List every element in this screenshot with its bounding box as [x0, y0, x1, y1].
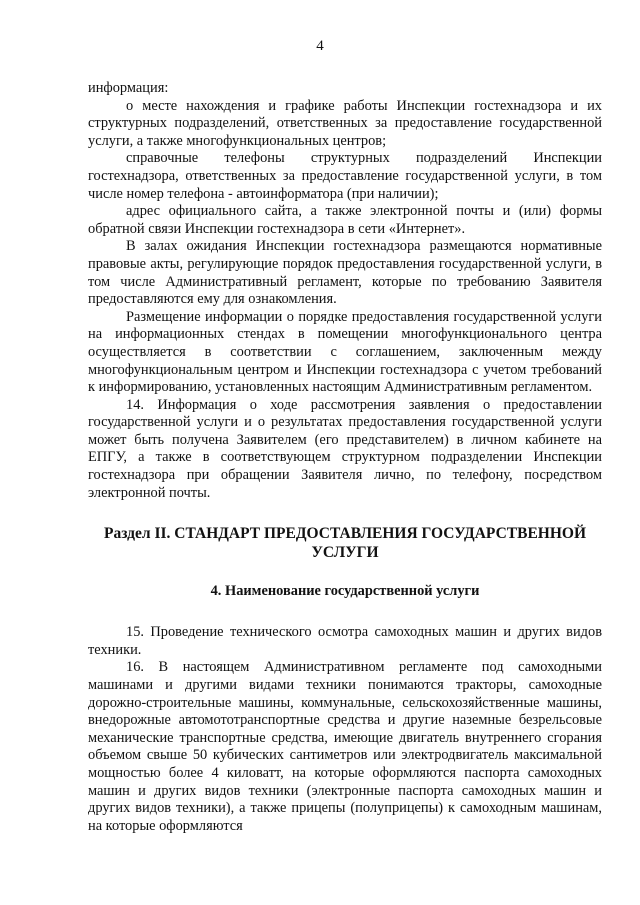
- document-body: [88, 80, 602, 835]
- paragraph-14: 14. Информация о ходе рассмотрения заявления о предоставлении государственной услуги и о результатах предоставления государственной услуги может быть получена Заявителем (его представителем) в личном кабинете на ЕПГУ, а также в соответствующем структурном подразделении Инспекции гостехнадзора при обращении Заявителя лично, по телефону, посредством электронной почты.: [88, 396, 602, 501]
- paragraph-website-address: адрес официального сайта, а также электронной почты и (или) формы обратной связи Инспекции гостехнадзора в сети «Интернет».: [88, 203, 602, 237]
- page-number: 4: [316, 38, 324, 54]
- paragraph-15: 15. Проведение технического осмотра самоходных машин и других видов техники.: [88, 624, 602, 658]
- paragraph-location-schedule: о месте нахождения и графике работы Инспекции гостехнадзора и их структурных подразделений, ответственных за предоставление государственной услуги, а также многофункциональных центров;: [88, 97, 602, 149]
- paragraph-info-header: информация:: [88, 80, 169, 96]
- paragraph-reference-phones: справочные телефоны структурных подразделений Инспекции гостехнадзора, ответственных за предоставление государственной услуги, в том числе номер телефона - автоинформатора (при наличии);: [88, 150, 602, 202]
- section-title: Раздел II. СТАНДАРТ ПРЕДОСТАВЛЕНИЯ ГОСУДАРСТВЕННОЙ УСЛУГИ: [103, 525, 587, 562]
- paragraph-info-stands: Размещение информации о порядке предоставления государственной услуги на информационных стендах в помещении многофункционального центра осуществляется в соответствии с соглашением, заключенным между многофункциональным центром и Инспекции гостехнадзора с учетом требований к информированию, установленных настоящим Административным регламентом.: [88, 308, 602, 396]
- paragraph-16: 16. В настоящем Административном регламенте под самоходными машинами и другими видами техники понимаются тракторы, самоходные дорожно-строительные машины, коммунальные, сельскохозяйственные машины, внедорожные автомототранспортные средства и другие наземные безрельсовые механические транспортные средства, имеющие двигатель внутреннего сгорания объемом свыше 50 кубических сантиметров или электродвигатель максимальной мощностью более 4 киловатт, на которые оформляются паспорта самоходных машин и других видов техники (электронные паспорта самоходных машин и других видов техники), а также прицепы (полуприцепы) к самоходным машинам, на которые оформляются: [88, 659, 602, 834]
- paragraph-waiting-rooms: В залах ожидания Инспекции гостехнадзора размещаются нормативные правовые акты, регулирующие порядок предоставления государственной услуги, в том числе Административный регламент, которые по требованию Заявителя предоставляются ему для ознакомления.: [88, 238, 602, 308]
- subsection-title: 4. Наименование государственной услуги: [210, 583, 480, 600]
